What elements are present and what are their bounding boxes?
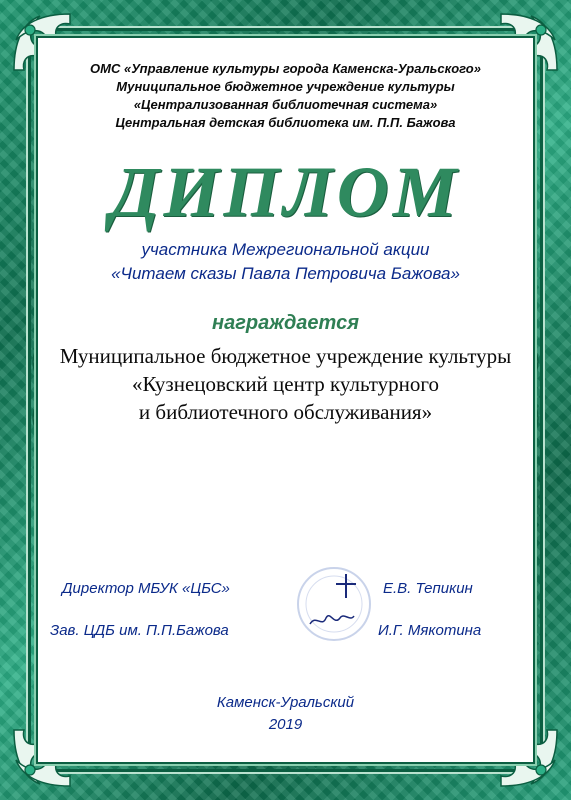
issuer-line: Муниципальное бюджетное учреждение культуры bbox=[116, 79, 455, 94]
stamp-signature-icon bbox=[292, 562, 376, 646]
recipient-line: и библиотечного обслуживания» bbox=[138, 400, 433, 424]
issuer-line: Центральная детская библиотека им. П.П. Бажова bbox=[115, 115, 456, 130]
recipient-line: «Кузнецовский центр культурного bbox=[131, 372, 439, 396]
director-title: Директор МБУК «ЦБС» bbox=[62, 580, 230, 597]
footer-city: Каменск-Уральский bbox=[216, 694, 355, 711]
event-subtitle bbox=[40, 238, 531, 286]
footer bbox=[40, 692, 531, 736]
recipient-name bbox=[40, 342, 531, 426]
subtitle-line: участника Межрегиональной акции bbox=[141, 240, 430, 259]
diploma-title: ДИПЛОМ bbox=[110, 152, 461, 232]
issuer-line: ОМС «Управление культуры города Каменска-Уральского» bbox=[90, 61, 481, 76]
footer-year: 2019 bbox=[268, 716, 303, 733]
head-name: И.Г. Мякотина bbox=[378, 622, 482, 639]
director-name: Е.В. Тепикин bbox=[383, 580, 473, 597]
awarded-label: награждается bbox=[212, 312, 359, 334]
subtitle-line: «Читаем сказы Павла Петровича Бажова» bbox=[111, 264, 460, 283]
issuer-header bbox=[40, 60, 531, 132]
recipient-line: Муниципальное бюджетное учреждение культуры bbox=[59, 344, 512, 368]
head-title: Зав. ЦДБ им. П.П.Бажова bbox=[50, 622, 229, 639]
issuer-line: «Централизованная библиотечная система» bbox=[133, 97, 438, 112]
